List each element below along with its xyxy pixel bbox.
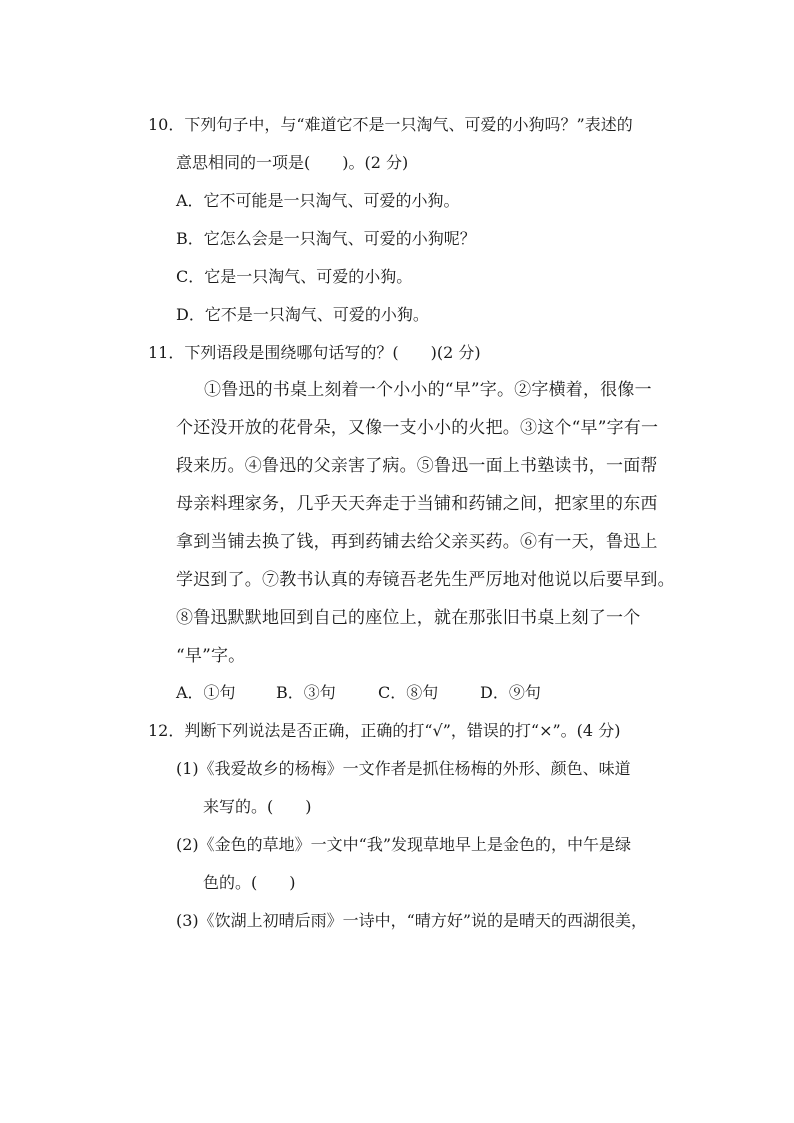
q11-passage-line: 段来历。④鲁迅的父亲害了病。⑤鲁迅一面上书塾读书，一面帮 xyxy=(176,456,658,476)
q10-option-c: C．它是一只淘气、可爱的小狗。 xyxy=(176,267,413,286)
q12-item-2-line2: 色的。( ) xyxy=(203,873,296,892)
q12-item-2-line1: (2)《金色的草地》一文中“我”发现草地早上是金色的，中午是绿 xyxy=(176,835,632,854)
q11-passage-line: “早”字。 xyxy=(176,646,246,666)
q11-option-b: B．③句 xyxy=(276,683,336,702)
q12-item-1-line2: 来写的。( ) xyxy=(203,797,312,816)
q11-passage-line: 母亲料理家务，几乎天天奔走于当铺和药铺之间，把家里的东西 xyxy=(176,494,658,514)
q11-option-a: A．①句 xyxy=(176,683,236,702)
q10-option-d: D．它不是一只淘气、可爱的小狗。 xyxy=(176,305,429,324)
q11-option-d: D．⑨句 xyxy=(480,683,541,702)
q11-stem: 11．下列语段是围绕哪句话写的？( )(2 分) xyxy=(148,343,481,362)
q11-passage-line: 学迟到了。⑦教书认真的寿镜吾老先生严厉地对他说以后要早到。 xyxy=(176,570,675,590)
q11-passage-line: ①鲁迅的书桌上刻着一个小小的“早”字。②字横着，很像一 xyxy=(204,380,652,400)
q10-stem-line2: 意思相同的一项是( )。(2 分) xyxy=(176,153,409,172)
q11-passage-line: ⑧鲁迅默默地回到自己的座位上，就在那张旧书桌上刻了一个 xyxy=(176,608,641,628)
q12-stem: 12．判断下列说法是否正确，正确的打“√”，错误的打“×”。(4 分) xyxy=(148,721,621,740)
q10-option-a: A．它不可能是一只淘气、可爱的小狗。 xyxy=(176,191,460,210)
q12-item-1-line1: (1)《我爱故乡的杨梅》一文作者是抓住杨梅的外形、颜色、味道 xyxy=(176,759,631,778)
q10-option-b: B．它怎么会是一只淘气、可爱的小狗呢？ xyxy=(176,229,476,248)
q11-option-c: C．⑧句 xyxy=(378,683,439,702)
q10-stem-line1: 10．下列句子中，与“难道它不是一只淘气、可爱的小狗吗？”表述的 xyxy=(148,115,633,134)
q11-passage-line: 拿到当铺去换了钱，再到药铺去给父亲买药。⑥有一天，鲁迅上 xyxy=(176,532,658,552)
q12-item-3-line1: (3)《饮湖上初晴后雨》一诗中，“晴方好”说的是晴天的西湖很美， xyxy=(176,911,648,930)
q11-passage-line: 个还没开放的花骨朵，又像一支小小的火把。③这个“早”字有一 xyxy=(176,418,659,438)
